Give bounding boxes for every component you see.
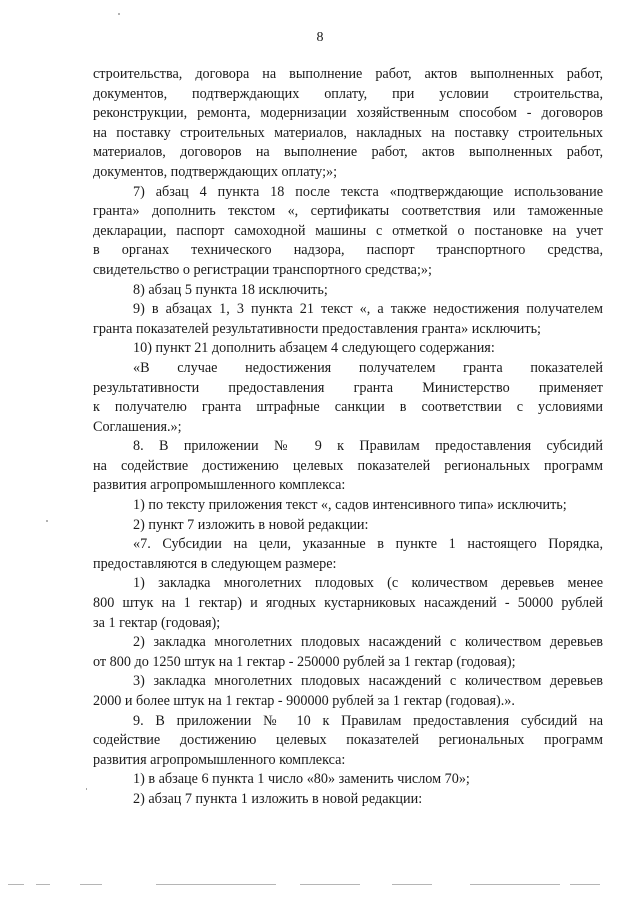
text-line: Соглашения.»; [93, 418, 182, 435]
text-line: «В случае недостижения получателем гранта показателей [133, 359, 603, 376]
text-line: результативности предоставления гранта Министерство применяет [93, 379, 603, 396]
text-line: 8. В приложении № 9 к Правилам предоставления субсидий [133, 438, 603, 455]
scan-artifact [118, 13, 120, 15]
text-line: гранта показателей результативности предоставления гранта» исключить; [93, 320, 541, 337]
page-number: 8 [316, 30, 324, 45]
text-line: предоставляются в следующем размере: [93, 555, 337, 572]
text-line: 3) закладка многолетних плодовых насаждений с количеством деревьев [133, 673, 603, 690]
text-line: 2) пункт 7 изложить в новой редакции: [133, 516, 369, 533]
document-body [93, 65, 603, 810]
text-line: 7) абзац 4 пункта 18 после текста «подтверждающие использование [133, 183, 603, 200]
text-line: «7. Субсидии на цели, указанные в пункте 1 настоящего Порядка, [133, 536, 603, 553]
scan-artifact [46, 520, 48, 522]
text-line: 2) абзац 7 пункта 1 изложить в новой редакции: [133, 790, 423, 807]
scan-footer-artifact [0, 884, 640, 887]
text-line: декларации, паспорт самоходной машины с отметкой о постановке на учет [93, 222, 603, 239]
text-line: документов, подтверждающих оплату, при условии строительства, [93, 85, 603, 102]
text-line: за 1 гектар (годовая); [93, 614, 221, 631]
text-line: на содействие достижению целевых показателей региональных программ [93, 457, 603, 474]
text-line: материалов, договоров на выполнение работ, актов выполненных работ, [93, 144, 603, 161]
text-line: строительства, договора на выполнение работ, актов выполненных работ, [93, 66, 603, 82]
text-line: к получателю гранта штрафные санкции в соответствии с условиями [93, 399, 603, 416]
text-line: 2000 и более штук на 1 гектар - 900000 рублей за 1 гектар (годовая).». [93, 693, 515, 709]
text-line: в органах технического надзора, паспорт транспортного средства, [93, 242, 603, 259]
text-line: 1) закладка многолетних плодовых (с количеством деревьев менее [133, 575, 603, 592]
text-line: на поставку строительных материалов, накладных на поставку строительных [93, 124, 603, 141]
scan-artifact [86, 788, 87, 790]
text-line: развития агропромышленного комплекса: [93, 751, 346, 768]
text-line: содействие достижению целевых показателей региональных программ [93, 732, 603, 749]
text-line: 9) в абзацах 1, 3 пункта 21 текст «, а также недостижения получателем [133, 301, 603, 318]
text-line: 9. В приложении № 10 к Правилам предоставления субсидий на [133, 712, 603, 729]
text-line: реконструкции, ремонта, модернизации хозяйственным способом - договоров [93, 105, 603, 122]
text-line: 10) пункт 21 дополнить абзацем 4 следующего содержания: [133, 340, 495, 357]
text-line: 2) закладка многолетних плодовых насаждений с количеством деревьев [133, 634, 603, 651]
text-line: гранта» дополнить текстом «, сертификаты соответствия или таможенные [93, 203, 603, 220]
text-line: 1) в абзаце 6 пункта 1 число «80» заменить числом 70»; [133, 771, 470, 788]
text-line: свидетельство о регистрации транспортного средства;»; [93, 261, 432, 278]
text-line: 8) абзац 5 пункта 18 исключить; [133, 281, 328, 298]
text-line: 1) по тексту приложения текст «, садов интенсивного типа» исключить; [133, 497, 567, 514]
text-line: документов, подтверждающих оплату;»; [93, 163, 338, 180]
text-line: 800 штук на 1 гектар) и ягодных кустарниковых насаждений - 50000 рублей [93, 595, 603, 612]
text-line: развития агропромышленного комплекса: [93, 477, 346, 494]
text-line: от 800 до 1250 штук на 1 гектар - 250000 рублей за 1 гектар (годовая); [93, 653, 516, 670]
